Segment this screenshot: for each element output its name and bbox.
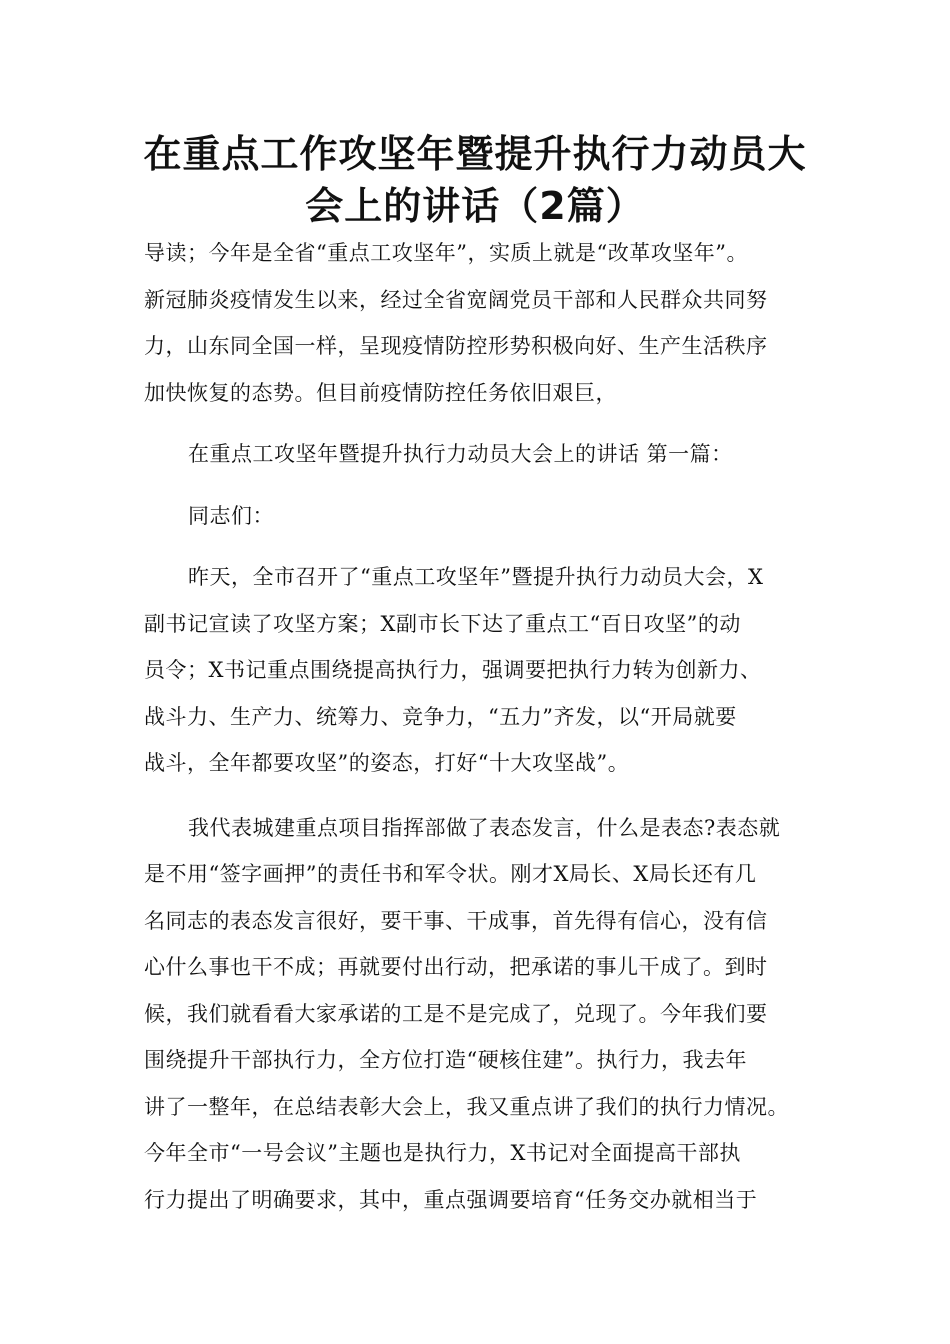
- paragraph-2-line-6: 围绕提升干部执行力，全方位打造“硬核住建”。执行力，我去年: [144, 1048, 747, 1072]
- intro-line-2: 新冠肺炎疫情发生以来，经过全省宽阔党员干部和人民群众共同努: [144, 287, 768, 312]
- paragraph-2-line-2: 是不用“签字画押”的责任书和军令状。刚才X局长、X局长还有几: [144, 862, 757, 886]
- paragraph-2-line-4: 心什么事也干不成；再就要付出行动，把承诺的事儿干成了。到时: [144, 955, 768, 979]
- title-line-2: 会上的讲话（2篇）: [305, 184, 645, 228]
- paragraph-1-line-3: 员令；X书记重点围绕提高执行力，强调要把执行力转为创新力、: [144, 658, 762, 682]
- paragraph-1-line-1: 昨天，全市召开了“重点工攻坚年”暨提升执行力动员大会，X: [188, 565, 764, 589]
- intro-line-1: 导读；今年是全省“重点工攻坚年”，实质上就是“改革攻坚年”。: [144, 241, 748, 265]
- document-title: [100, 128, 850, 232]
- paragraph-2-line-7: 讲了一整年，在总结表彰大会上，我又重点讲了我们的执行力情况。: [144, 1094, 789, 1119]
- intro-paragraph: [144, 230, 822, 416]
- paragraph-1-line-2: 副书记宣读了攻坚方案；X副市长下达了重点工“百日攻坚”的动: [144, 611, 741, 636]
- paragraph-2: [144, 805, 822, 1224]
- intro-line-4: 加快恢复的态势。但目前疫情防控任务依旧艰巨，: [144, 380, 617, 405]
- paragraph-2-line-9: 行力提出了明确要求，其中，重点强调要培育“任务交办就相当于: [144, 1187, 758, 1212]
- salutation: 同志们：: [188, 503, 274, 528]
- title-line-1: 在重点工作攻坚年暨提升执行力动员大: [143, 132, 807, 176]
- paragraph-2-line-5: 候，我们就看看大家承诺的工是不是完成了，兑现了。今年我们要: [144, 1001, 768, 1026]
- paragraph-1-line-4: 战斗力、生产力、统筹力、竞争力，“五力”齐发，以“开局就要: [144, 704, 737, 729]
- paragraph-2-line-1: 我代表城建重点项目指挥部做了表态发言，什么是表态?表态就: [188, 815, 781, 840]
- intro-line-3: 力，山东同全国一样，呈现疫情防控形势积极向好、生产生活秩序: [144, 334, 768, 358]
- paragraph-2-line-3: 名同志的表态发言很好，要干事、干成事，首先得有信心，没有信: [144, 908, 768, 933]
- section-heading: 在重点工攻坚年暨提升执行力动员大会上的讲话 第一篇：: [188, 442, 733, 466]
- paragraph-2-line-8: 今年全市“一号会议”主题也是执行力，X书记对全面提高干部执: [144, 1141, 741, 1165]
- document-body: [144, 230, 822, 1223]
- paragraph-1: [144, 554, 822, 787]
- paragraph-1-line-5: 战斗，全年都要攻坚”的姿态，打好“十大攻坚战”。: [144, 751, 630, 775]
